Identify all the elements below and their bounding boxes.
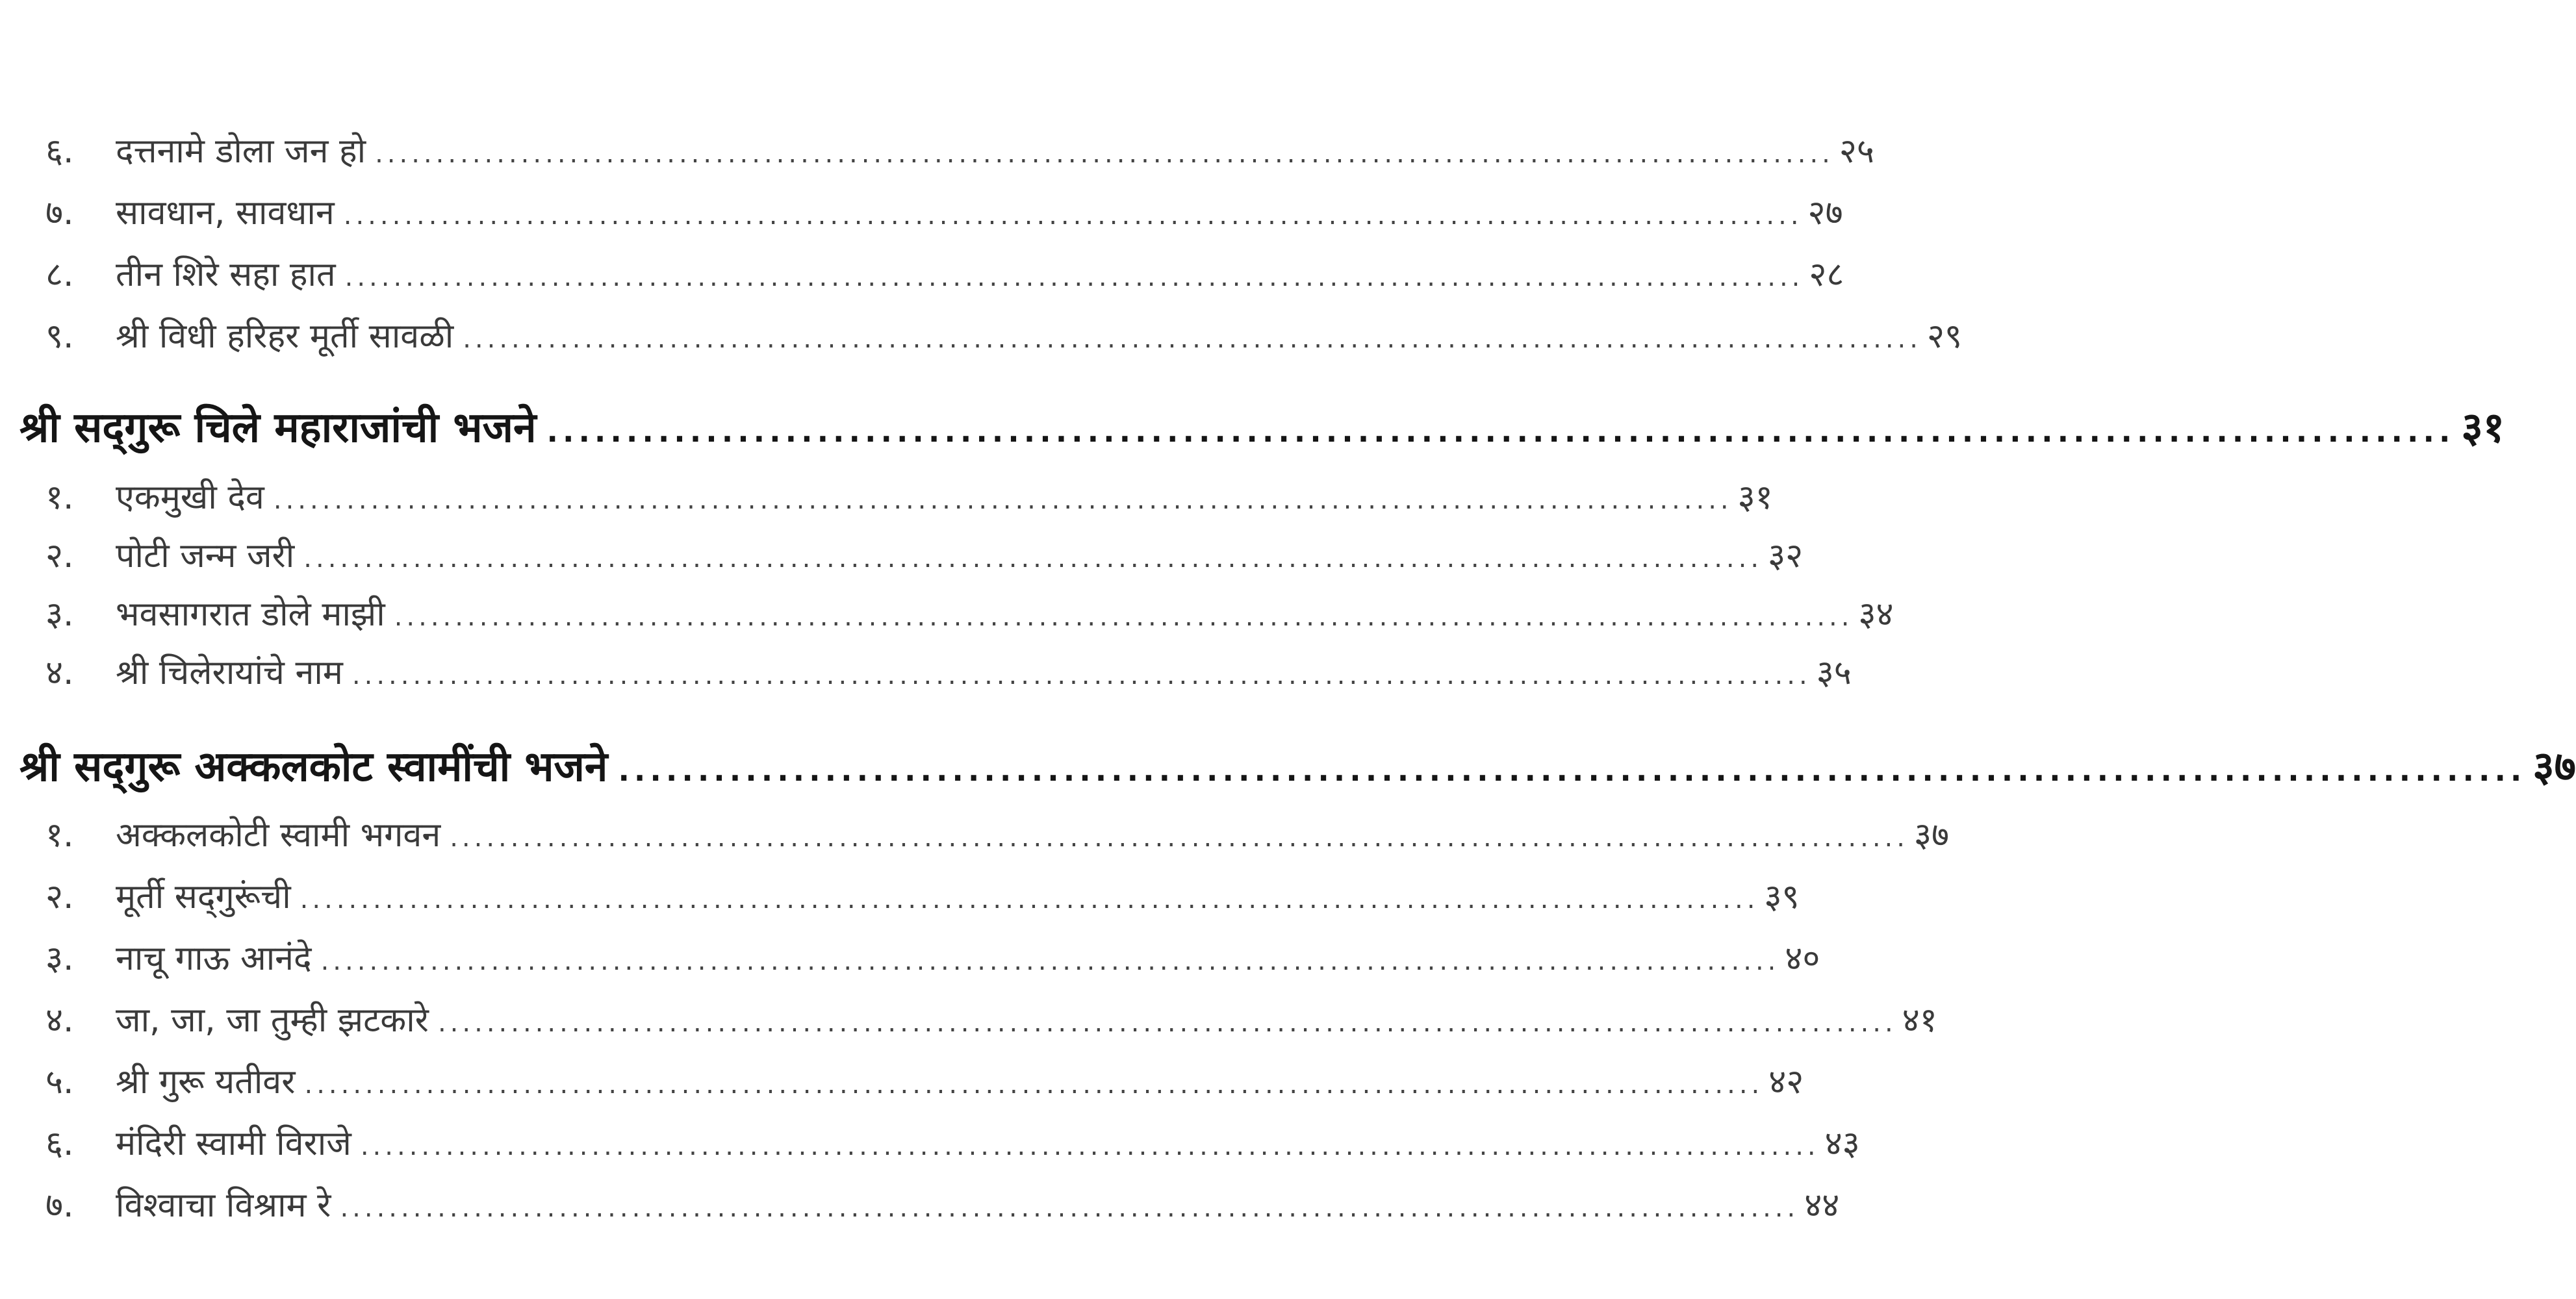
dot-leader: ........................................................................................................................ <box>546 414 2455 449</box>
entry-page-number: २५ <box>1839 131 1874 171</box>
entry-number: २. <box>45 536 74 575</box>
entry-title: श्री विधी हरिहर मूर्ती सावळी <box>116 316 454 356</box>
toc-entry <box>45 244 1844 302</box>
dot-leader: ........................................................................................................................ <box>273 485 1733 515</box>
toc-entry <box>45 1051 1804 1109</box>
entry-page-number: ३२ <box>1768 536 1804 575</box>
toc-entry <box>45 305 1963 364</box>
entry-number: ९. <box>45 316 74 356</box>
entry-title: एकमुखी देव <box>116 477 264 517</box>
dot-leader: ........................................................................................................................ <box>340 1193 1800 1223</box>
entry-number: ४. <box>45 1000 74 1040</box>
dot-leader: ........................................................................................................................ <box>618 753 2527 788</box>
entry-page-number: ३१ <box>1737 477 1773 517</box>
dot-leader: ........................................................................................................................ <box>303 544 1763 574</box>
entry-page-number: ४३ <box>1824 1124 1860 1163</box>
entry-number: ३. <box>45 594 74 634</box>
toc-entry <box>45 989 1937 1048</box>
entry-title: नाचू गाऊ आनंदे <box>116 939 312 978</box>
entry-number: १. <box>45 477 74 517</box>
dot-leader: ........................................................................................................................ <box>300 885 1759 914</box>
toc-entry <box>45 466 1773 525</box>
entry-number: २. <box>45 877 74 916</box>
entry-page-number: २८ <box>1809 255 1844 294</box>
entry-page-number: २७ <box>1807 193 1843 233</box>
entry-number: ७. <box>45 1185 74 1225</box>
toc-entry <box>45 583 1894 642</box>
dot-leader: ........................................................................................................................ <box>343 201 1803 231</box>
toc-entry <box>45 1113 1860 1171</box>
entry-page-number: ३९ <box>1764 877 1800 916</box>
entry-page-number: ४४ <box>1804 1185 1840 1225</box>
dot-leader: ........................................................................................................................ <box>320 946 1780 976</box>
toc-entry <box>45 804 1950 863</box>
entry-number: ६. <box>45 1124 74 1163</box>
entry-title: अक्कलकोटी स्वामी भगवन <box>116 815 441 855</box>
section-page-number: ३७ <box>2532 742 2576 791</box>
section-heading <box>19 390 2505 461</box>
entry-title: मूर्ती सद्‌गुरूंची <box>116 877 291 916</box>
entry-page-number: ४० <box>1785 939 1820 978</box>
dot-leader: ........................................................................................................................ <box>344 262 1804 292</box>
entry-page-number: ४१ <box>1902 1000 1937 1040</box>
toc-entry <box>45 182 1843 240</box>
dot-leader: ........................................................................................................................ <box>304 1070 1764 1100</box>
entry-title: जा, जा, जा तुम्ही झटकारे <box>116 1000 429 1040</box>
entry-page-number: २९ <box>1926 316 1963 356</box>
entry-title: श्री गुरू यतीवर <box>116 1062 296 1102</box>
entry-page-number: ४२ <box>1768 1062 1804 1102</box>
entry-title: मंदिरी स्वामी विराजे <box>116 1124 351 1163</box>
dot-leader: ........................................................................................................................ <box>360 1131 1820 1161</box>
section-title: श्री सद्‌गुरू चिले महाराजांची भजने <box>19 403 537 452</box>
entry-title: पोटी जन्म जरी <box>116 536 295 575</box>
entry-number: १. <box>45 815 74 855</box>
entry-title: श्री चिलेरायांचे नाम <box>116 653 343 692</box>
entry-page-number: ३७ <box>1913 815 1950 855</box>
toc-entry <box>45 1174 1840 1233</box>
entry-number: ४. <box>45 653 74 692</box>
dot-leader: ........................................................................................................................ <box>375 139 1834 169</box>
dot-leader: ........................................................................................................................ <box>394 602 1854 632</box>
dot-leader: ........................................................................................................................ <box>450 823 1909 853</box>
entry-title: तीन शिरे सहा हात <box>116 255 336 294</box>
toc-entry <box>45 927 1820 986</box>
entry-number: ३. <box>45 939 74 978</box>
entry-number: ८. <box>45 255 74 294</box>
entry-title: भवसागरात डोले माझी <box>116 594 385 634</box>
entry-number: ५. <box>45 1062 74 1102</box>
entry-number: ७. <box>45 193 74 233</box>
toc-entry <box>45 866 1800 924</box>
entry-page-number: ३४ <box>1858 594 1894 634</box>
dot-leader: ........................................................................................................................ <box>463 324 1922 354</box>
dot-leader: ........................................................................................................................ <box>351 661 1811 690</box>
dot-leader: ........................................................................................................................ <box>437 1008 1897 1038</box>
entry-title: सावधान, सावधान <box>116 193 335 233</box>
entry-page-number: ३५ <box>1816 653 1852 692</box>
section-page-number: ३१ <box>2461 403 2505 452</box>
section-title: श्री सद्‌गुरू अक्कलकोट स्वामींची भजने <box>19 742 608 791</box>
toc-entry <box>45 642 1852 700</box>
toc-entry <box>45 120 1874 179</box>
toc-entry <box>45 525 1804 583</box>
entry-title: विश्वाचा विश्राम रे <box>116 1185 331 1225</box>
entry-title: दत्तनामे डोला जन हो <box>116 131 366 171</box>
section-heading <box>19 729 2576 800</box>
entry-number: ६. <box>45 131 74 171</box>
